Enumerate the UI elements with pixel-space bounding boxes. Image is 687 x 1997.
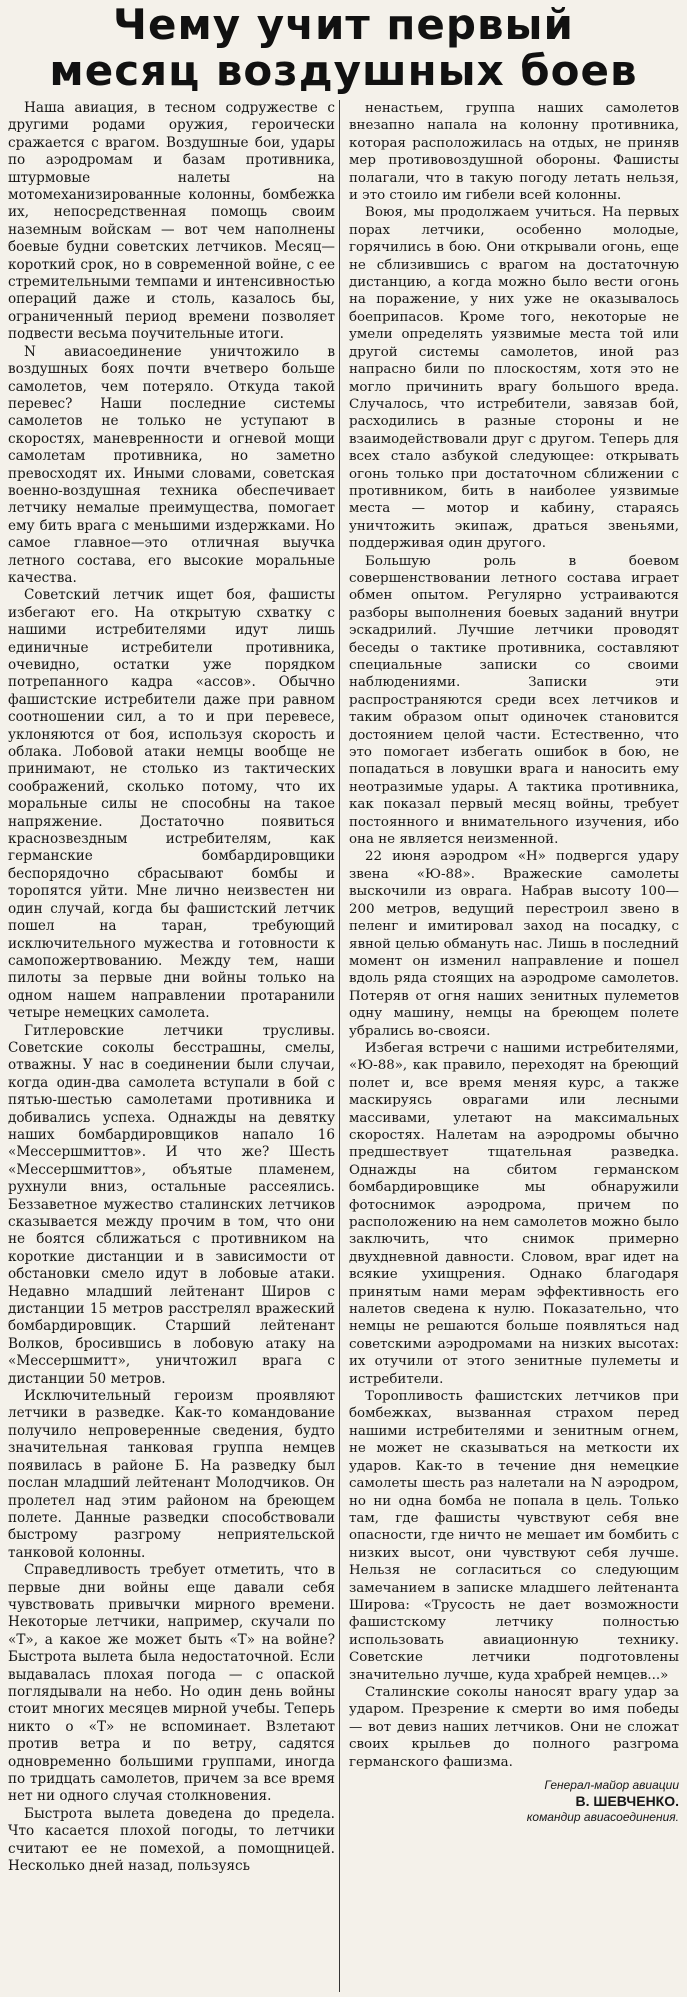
- paragraph: Советский летчик ищет боя, фашисты избегают его. На открытую схватку с нашими истребителями идут лишь единичные истребители противника, очевидно, остатки уже порядком потрепанного кадра «ассов». Обычно фашистские истребители даже при равном соотношении сил, а то и при перевесе, уклоняются от боя, используя скорость и облака. Лобовой атаки немцы вообще не принимают, не столько из тактических соображений, сколько потому, что их моральные силы не способны на такое напряжение. Достаточно появиться краснозвездным истребителям, как германские бомбардировщики беспорядочно сбрасывают бомбы и торопятся уйти. Мне лично неизвестен ни один случай, когда бы фашистский летчик пошел на таран, требующий исключительного мужества и готовности к самопожертвованию. Между тем, наши пилоты за первые дни войны только на одном нашем направлении протаранили четыре немецких самолета.: [8, 587, 335, 1022]
- paragraph: Торопливость фашистских летчиков при бомбежках, вызванная страхом перед нашими истребителями и зенитным огнем, не может не сказываться на меткости их ударов. Как-то в течение дня немецкие самолеты шесть раз налетали на N аэродром, но ни одна бомба не попала в цель. Только там, где фашисты чувствуют себя вне опасности, где ничто не мешает им бомбить с низких высот, они чувствуют себя лучше. Нельзя не согласиться со следующим замечанием в записке младшего лейтенанта Широва: «Трусость не дает возможности фашистскому летчику полностью использовать авиационную технику. Советские летчики подготовлены значительно лучше, куда храбрей немцев...»: [349, 1389, 679, 1683]
- paragraph: N авиасоединение уничтожило в воздушных боях почти вчетверо больше самолетов, чем потеряло. Откуда такой перевес? Наши последние системы самолетов не только не уступают в скоростях, маневренности и огневой мощи самолетам противника, но заметно превосходят их. Иными словами, советская военно-воздушная техника обеспечивает летчику немалые преимущества, помогает ему бить врага с меньшими издержками. Но самое главное—это отличная выучка летного состава, его высокие моральные качества.: [8, 343, 335, 586]
- paragraph: Большую роль в боевом совершенствовании летного состава играет обмен опытом. Регулярно устраиваются разборы выполнения боевых заданий внутри эскадрилий. Лучшие летчики проводят беседы о тактике противника, составляют специальные записки со своими наблюдениями. Записки эти распространяются среди всех летчиков и таким образом опыт одиночек становится достоянием целой части. Естественно, что это помогает избегать ошибок в бою, не попадаться в ловушки врага и наносить ему неотразимые удары. А тактика противника, как показал первый месяц войны, требует постоянного и внимательного изучения, ибо она не является неизменной.: [349, 553, 679, 848]
- paragraph: Быстрота вылета доведена до предела. Что касается плохой погоды, то летчики считают ее не помехой, а помощницей. Несколько дней назад, пользуясь: [8, 1805, 335, 1875]
- headline-line-1: Чему учит первый: [113, 0, 574, 49]
- headline-line-2: месяц воздушных боев: [49, 46, 638, 95]
- author-rank: Генерал-майор авиации: [544, 1778, 679, 1792]
- paragraph: Сталинские соколы наносят врагу удар за ударом. Презрение к смерти во имя победы — вот девиз наших летчиков. Они не сложат своих крыльев до полного разгрома германского фашизма.: [349, 1684, 679, 1770]
- paragraph: Избегая встречи с нашими истребителями, «Ю-88», как правило, переходят на бреющий полет и, все время меняя курс, а также маскируясь оврагами или лесными массивами, улетают на максимальных скоростях. Налетам на аэродромы обычно предшествует тщательная разведка. Однажды на сбитом германском бомбардировщике мы обнаружили фотоснимок аэродрома, причем по расположению на нем самолетов можно было заключить, что снимок примерно двухдневной давности. Словом, враг идет на всякие ухищрения. Однако благодаря принятым нами мерам эффективность его налетов сведена к нулю. Показательно, что немцы не решаются больше появляться над советскими аэродромами на низких высотах: их отучили от этого зенитные пулеметы и истребители.: [349, 1040, 679, 1387]
- article-column-1: [8, 100, 340, 1992]
- paragraph: 22 июня аэродром «Н» подвергся удару звена «Ю-88». Вражеские самолеты выскочили из оврага. Набрав высоту 100—200 метров, ведущий перестроил звено в пеленг и имитировал заход на посадку, с явной целью обмануть нас. Лишь в последний момент он изменил направление и пошел вдоль ряда стоящих на аэродроме самолетов. Потеряв от огня наших зенитных пулеметов одну машину, немцы на бреющем полете убрались во-свояси.: [349, 849, 679, 1039]
- paragraph: Воюя, мы продолжаем учиться. На первых порах летчики, особенно молодые, горячились в бою. Они открывали огонь, еще не сблизившись с врагом на достаточную дистанцию, а когда можно было вести огонь на поражение, у них уже не оказывалось боеприпасов. Кроме того, некоторые не умели определять уязвимые места той или другой системы самолетов, иной раз напрасно били по плоскостям, хотя это не могло причинить врагу большого вреда. Случалось, что истребители, завязав бой, расходились в разные стороны и не взаимодействовали друг с другом. Теперь для всех стало азбукой следующее: открывать огонь только при достаточном сближении с противником, бить в наиболее уязвимые места — мотор и кабину, стараясь уничтожить экипаж, драться звеньями, поддерживая один другого.: [349, 205, 679, 552]
- article-body: [8, 100, 679, 1992]
- paragraph: Справедливость требует отметить, что в первые дни войны еще давали себя чувствовать привычки мирного времени. Некоторые летчики, например, скучали по «Т», а какое же может быть «Т» на войне? Быстрота вылета была недостаточной. Если выдавалась плохая погода — с опаской поглядывали на небо. Но один день войны стоит многих месяцев мирной учебы. Теперь никто о «Т» не вспоминает. Взлетают против ветра и по ветру, садятся одновременно большими группами, иногда по тридцать самолетов, причем за все время нет ни одного случая столкновения.: [8, 1562, 335, 1805]
- paragraph: Гитлеровские летчики трусливы. Советские соколы бесстрашны, смелы, отважны. У нас в соединении были случаи, когда один-два самолета вступали в бой с пятью-шестью самолетами противника и добивались успеха. Однажды на девятку наших бомбардировщиков напало 16 «Мессершмиттов». И что же? Шесть «Мессершмиттов», объятые пламенем, рухнули вниз, остальные рассеялись. Беззаветное мужество сталинских летчиков сказывается между прочим в том, что они не боятся сближаться с противником на короткие дистанции и в зависимости от обстановки смело идут в лобовые атаки. Недавно младший лейтенант Широв с дистанции 15 метров расстрелял вражеский бомбардировщик. Старший лейтенант Волков, бросившись в лобовую атаку на «Мессершмитт», уничтожил врага с дистанции 50 метров.: [8, 1022, 335, 1387]
- article-column-2: [348, 100, 679, 1992]
- paragraph: Наша авиация, в тесном содружестве с другими родами оружия, героически сражается с врагом. Воздушные бои, удары по аэродромам и базам противника, штурмовые налеты на мотомеханизированные колонны, бомбежка их, непосредственная помощь своим наземным войскам — вот чем наполнены боевые будни советских летчиков. Месяц—короткий срок, но в современной войне, с ее стремительными темпами и интенсивностью операций даже и столь, казалось бы, ограниченный период времени позволяет подвести весьма поучительные итоги.: [8, 100, 335, 343]
- headline: [0, 2, 687, 94]
- author-signature: [349, 1777, 679, 1825]
- paragraph: Исключительный героизм проявляют летчики в разведке. Как-то командование получило непроверенные сведения, будто значительная танковая группа немцев появилась в районе Б. На разведку был послан младший лейтенант Молодчиков. Он пролетел над этим районом на бреющем полете. Данные разведки способствовали быстрому разгрому неприятельской танковой колонны.: [8, 1388, 335, 1561]
- author-position: командир авиасоединения.: [526, 1810, 679, 1824]
- paragraph: ненастьем, группа наших самолетов внезапно напала на колонну противника, которая расположилась на отдых, не приняв мер противовоздушной обороны. Фашисты полагали, что в такую погоду летать нельзя, и это стоило им гибели всей колонны.: [349, 101, 679, 204]
- author-name: В. ШЕВЧЕНКО.: [575, 1793, 679, 1809]
